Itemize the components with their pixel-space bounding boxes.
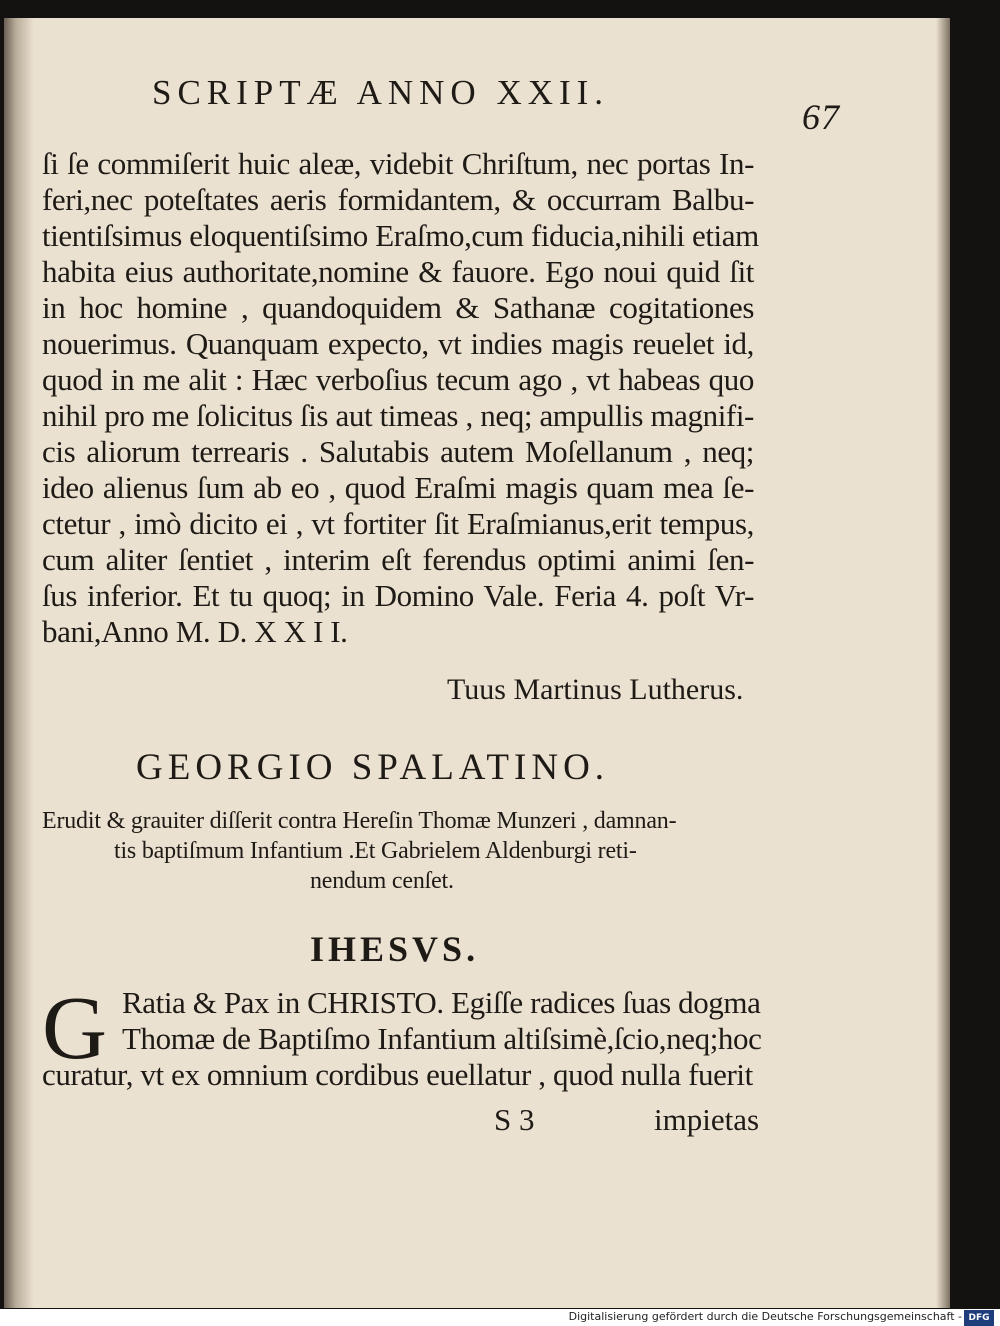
page-gutter-shadow	[4, 18, 34, 1308]
text-line: ideo alienus ſum ab eo , quod Eraſmi magis quam mea ſe-	[42, 470, 754, 505]
text-line: nouerimus. Quanquam expecto, vt indies magis reuelet id,	[42, 326, 754, 361]
text-line: cis aliorum terrearis . Salutabis autem Moſellanum , neq;	[42, 434, 754, 469]
summary-line: tis baptiſmum Infantium .Et Gabrielem Aldenburgi reti-	[114, 838, 637, 864]
dfg-logo-icon: DFG	[964, 1310, 994, 1326]
text-line: Thomæ de Baptiſmo Infantium altiſsimè,ſcio,neq;hoc	[122, 1021, 762, 1056]
letter-title: GEORGIO SPALATINO.	[136, 747, 610, 788]
text-line: habita eius authoritate,nomine & fauore. Ego noui quid ſit	[42, 254, 754, 289]
text-line: feri,nec poteſtates aeris formidantem, & occurram Balbu-	[42, 182, 754, 217]
text-line: cum aliter ſentiet , interim eſt ferendus optimi animi ſen-	[42, 542, 754, 577]
text-line: quod in me alit : Hæc verboſius tecum ago , vt habeas quo	[42, 362, 754, 397]
running-title: SCRIPTÆ ANNO XXII.	[152, 73, 610, 112]
letter-signature: Tuus Martinus Lutherus.	[447, 673, 744, 706]
signature-mark: S 3	[494, 1102, 535, 1137]
text-line: Ratia & Pax in CHRISTO. Egiſſe radices ſuas dogma	[122, 985, 761, 1020]
text-line: ſus inferior. Et tu quoq; in Domino Vale. Feria 4. poſt Vr-	[42, 578, 754, 613]
summary-line: Erudit & grauiter diſſerit contra Hereſin Thomæ Munzeri , damnan-	[42, 808, 677, 834]
text-line: ctetur , imò dicito ei , vt fortiter ſit Eraſmianus,erit tempus,	[42, 506, 754, 541]
text-line: curatur, vt ex omnium cordibus euellatur , quod nulla fuerit	[42, 1057, 753, 1092]
summary-line: nendum cenſet.	[310, 868, 454, 894]
catchword: impietas	[654, 1102, 760, 1137]
text-line: tientiſsimus eloquentiſsimo Eraſmo,cum fiducia,nihili etiam	[42, 218, 759, 253]
text-line: nihil pro me ſolicitus ſis aut timeas , neq; ampullis magnifi-	[42, 398, 754, 433]
section-heading: IHESVS.	[310, 929, 480, 969]
text-line: in hoc homine , quandoquidem & Sathanæ cogitationes	[42, 290, 754, 325]
funding-credit: Digitalisierung gefördert durch die Deutsche Forschungsgemeinschaft -	[568, 1310, 962, 1323]
drop-cap: G	[42, 979, 107, 1078]
page-edge-shadow	[936, 18, 950, 1308]
text-line-last: bani,Anno M. D. X X I I.	[42, 614, 348, 649]
text-line: ſi ſe commiſerit huic aleæ, videbit Chriſtum, nec portas In-	[42, 146, 754, 181]
page-number: 67	[802, 97, 840, 137]
book-page	[4, 18, 950, 1308]
